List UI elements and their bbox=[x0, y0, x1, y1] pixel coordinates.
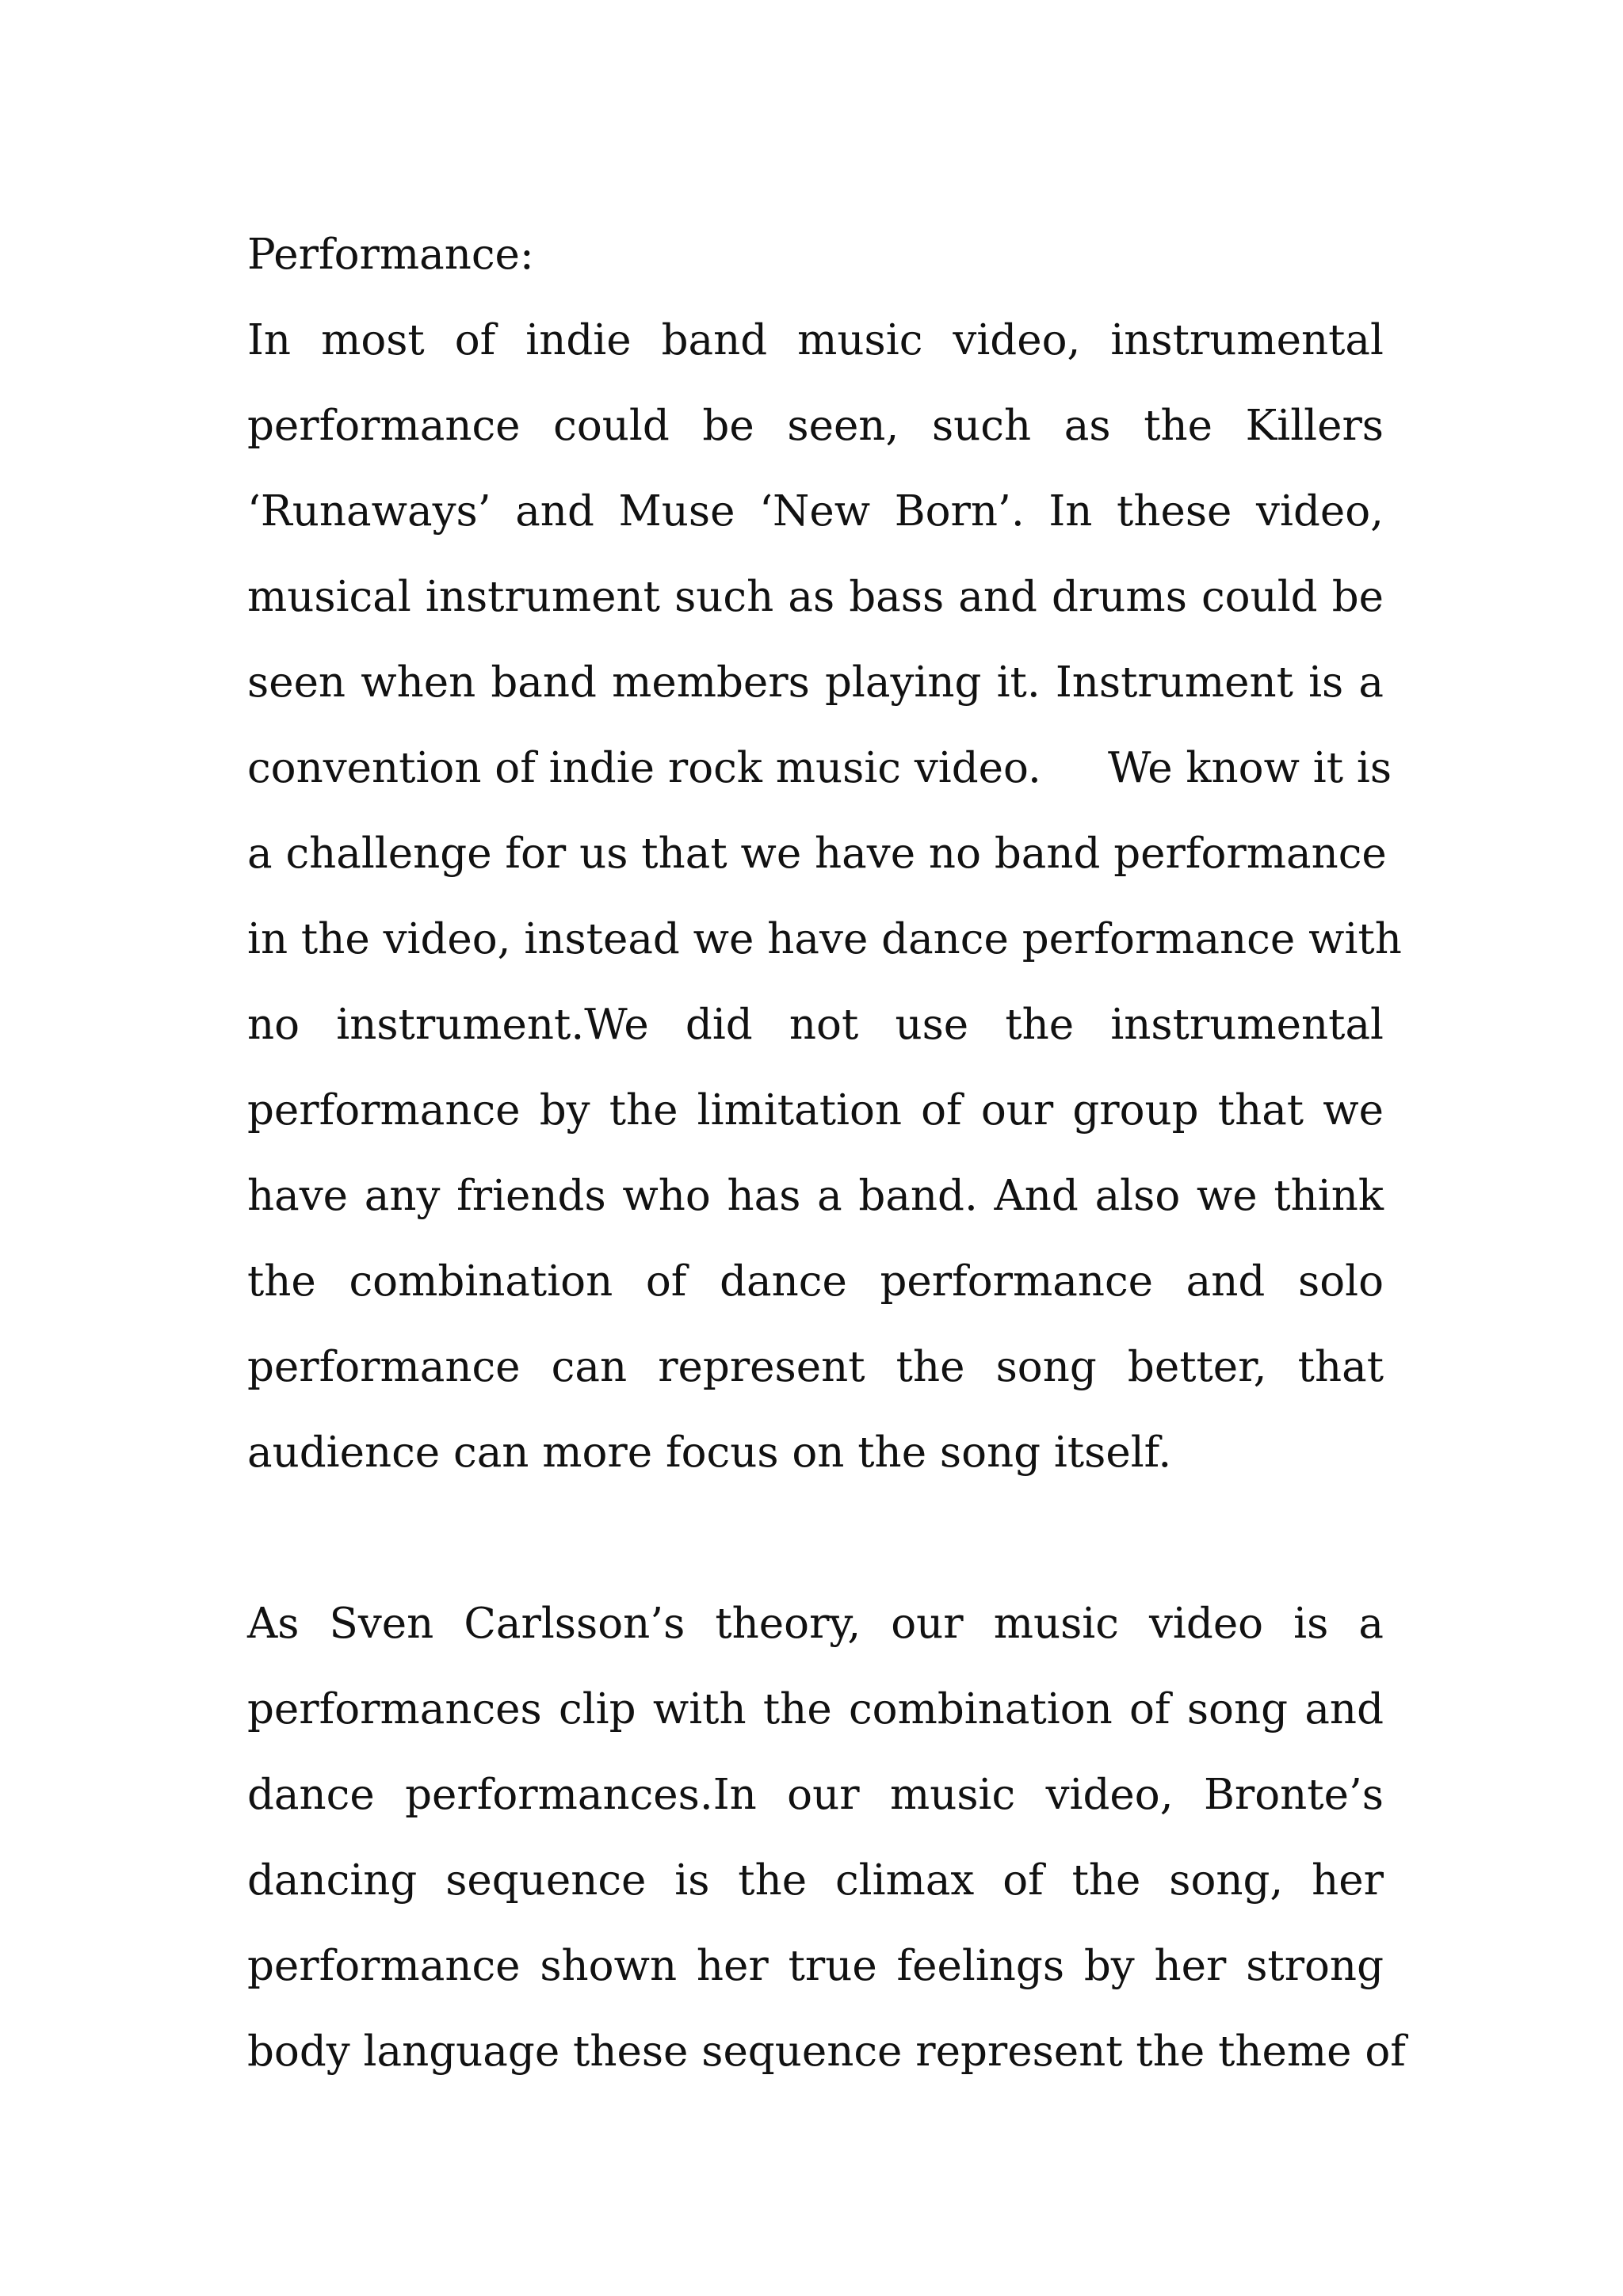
paragraph-1-line-14: audience can more focus on the song itself. bbox=[247, 1428, 1172, 1477]
paragraph-2-line-5: performance shown her true feelings by her strong bbox=[247, 1942, 1384, 1990]
paragraph-1-line-5: seen when band members playing it. Instrument is a bbox=[247, 658, 1384, 707]
paragraph-1-line-6: convention of indie rock music video. We know it is bbox=[247, 744, 1392, 792]
paragraph-1-line-2: performance could be seen, such as the Killers bbox=[247, 402, 1384, 450]
paragraph-1-line-4: musical instrument such as bass and drums could be bbox=[247, 573, 1384, 621]
paragraph-2-line-6: body language these sequence represent the theme of bbox=[247, 2027, 1406, 2076]
paragraph-2-line-4: dancing sequence is the climax of the song, her bbox=[247, 1856, 1384, 1905]
paragraph-1-line-11: have any friends who has a band. And also we think bbox=[247, 1172, 1384, 1220]
paragraph-1-line-3: ‘Runaways’ and Muse ‘New Born’. In these video, bbox=[247, 487, 1384, 536]
paragraph-2-line-1: As Sven Carlsson’s theory, our music video is a bbox=[247, 1600, 1384, 1648]
paragraph-1-line-9: no instrument.We did not use the instrumental bbox=[247, 1001, 1384, 1049]
body-text bbox=[247, 212, 1406, 2095]
paragraph-1-line-8: in the video, instead we have dance performance with bbox=[247, 915, 1402, 963]
paragraph-1-line-7: a challenge for us that we have no band performance bbox=[247, 830, 1387, 878]
section-heading: Performance: bbox=[247, 231, 534, 279]
paragraph-1-line-13: performance can represent the song better, that bbox=[247, 1343, 1384, 1391]
paragraph-2-line-2: performances clip with the combination of song and bbox=[247, 1685, 1384, 1733]
paragraph-spacer bbox=[247, 1496, 1384, 1581]
paragraph-1-line-10: performance by the limitation of our group that we bbox=[247, 1086, 1384, 1135]
paragraph-2-line-3: dance performances.In our music video, Bronte’s bbox=[247, 1771, 1384, 1819]
paragraph-1-line-1: In most of indie band music video, instrumental bbox=[247, 316, 1384, 364]
paragraph-1-line-12: the combination of dance performance and solo bbox=[247, 1257, 1384, 1306]
